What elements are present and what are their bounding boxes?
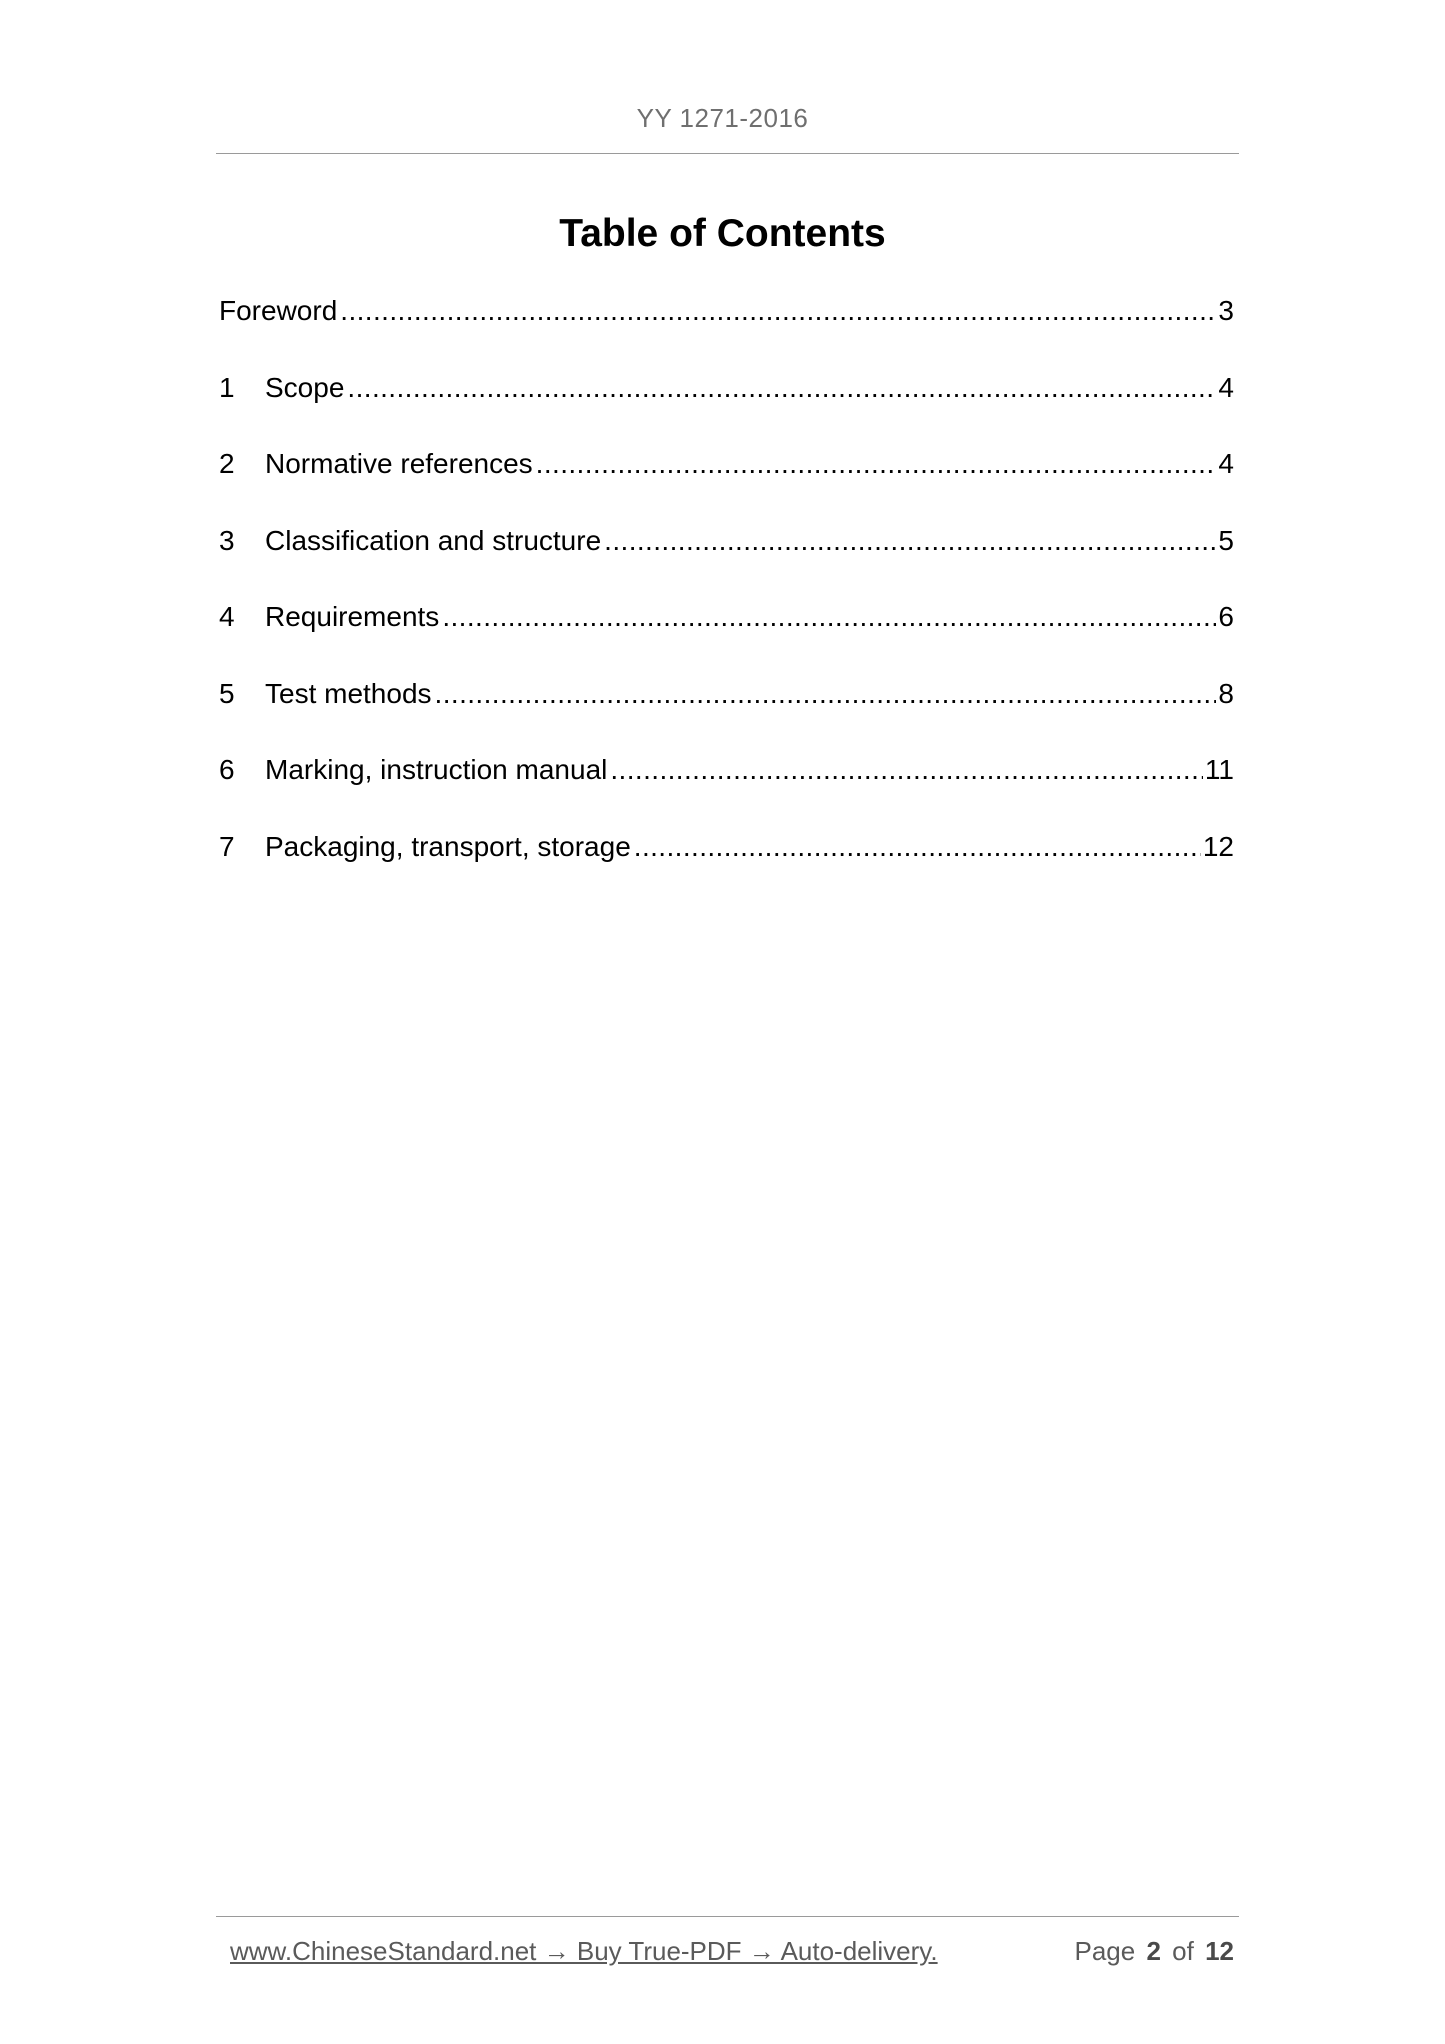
toc-leader-dots — [340, 295, 1216, 327]
toc-entry-label: Foreword — [219, 295, 338, 326]
toc-entry-label: Normative references — [265, 448, 533, 479]
toc-entry-label: Classification and structure — [265, 524, 602, 556]
page-word: Page — [1074, 1936, 1136, 1966]
toc-entry-number: 3 — [219, 524, 235, 556]
toc-entry-normative-references[interactable] — [219, 448, 1234, 525]
toc-entry-test-methods[interactable] — [219, 678, 1234, 755]
toc-leader-dots — [634, 831, 1201, 863]
of-word: of — [1172, 1936, 1194, 1966]
toc-entry-page: 4 — [1218, 448, 1234, 479]
toc-entry-page: 4 — [1218, 371, 1234, 403]
toc-entry-foreword[interactable] — [219, 295, 1234, 372]
toc-entry-marking-instruction-manual[interactable] — [219, 754, 1234, 831]
toc-entry-number: 5 — [219, 677, 235, 709]
toc-entry-page: 3 — [1218, 295, 1234, 326]
toc-entry-page: 11 — [1204, 754, 1234, 785]
toc-list — [219, 295, 1234, 907]
page-number-indicator — [1070, 1936, 1234, 1967]
toc-entry-requirements[interactable] — [219, 601, 1234, 678]
toc-leader-dots — [610, 754, 1203, 786]
toc-leader-dots — [604, 525, 1216, 557]
toc-leader-dots — [435, 678, 1217, 710]
toc-leader-dots — [536, 448, 1217, 480]
toc-entry-page: 5 — [1218, 524, 1234, 556]
toc-leader-dots — [442, 601, 1216, 633]
current-page-number: 2 — [1146, 1936, 1161, 1966]
toc-entry-label: Scope — [265, 371, 345, 403]
toc-entry-label: Requirements — [265, 601, 440, 632]
toc-title: Table of Contents — [559, 212, 886, 255]
toc-entry-label: Marking, instruction manual — [265, 754, 608, 785]
page-header-code: YY 1271-2016 — [636, 103, 809, 133]
toc-leader-dots — [347, 372, 1216, 404]
toc-entry-number: 1 — [219, 371, 235, 403]
toc-entry-page: 6 — [1218, 601, 1234, 632]
toc-entry-page: 8 — [1218, 677, 1234, 709]
footer-store-link[interactable]: www.ChineseStandard.net → Buy True-PDF → Auto-delivery. — [230, 1936, 938, 1966]
toc-entry-number: 4 — [219, 601, 235, 632]
header-divider — [216, 153, 1239, 154]
toc-entry-packaging-transport-storage[interactable] — [219, 831, 1234, 908]
toc-entry-label: Packaging, transport, storage — [265, 830, 631, 862]
toc-entry-number: 2 — [219, 448, 235, 479]
toc-entry-number: 7 — [219, 830, 235, 862]
page-footer — [230, 1936, 1234, 1967]
toc-entry-number: 6 — [219, 754, 235, 785]
toc-entry-scope[interactable] — [219, 372, 1234, 449]
toc-entry-classification-and-structure[interactable] — [219, 525, 1234, 602]
toc-entry-label: Test methods — [265, 677, 432, 709]
footer-divider — [216, 1916, 1239, 1917]
total-page-count: 12 — [1205, 1936, 1234, 1966]
toc-entry-page: 12 — [1202, 830, 1234, 862]
